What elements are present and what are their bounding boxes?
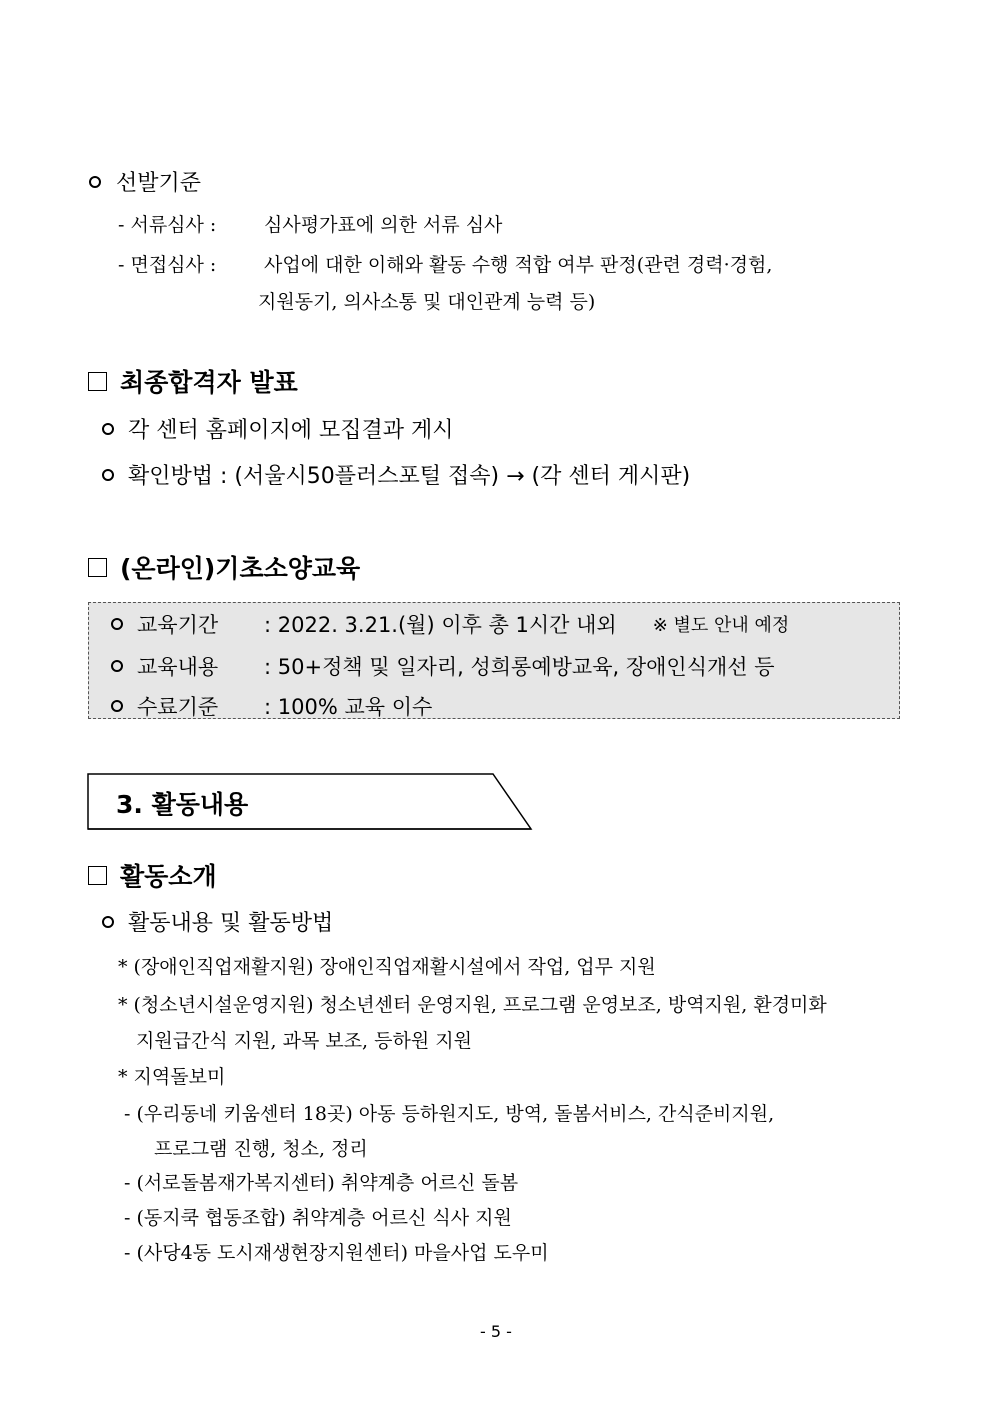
- education-row-note: ※ 별도 안내 예정: [652, 615, 790, 636]
- circle-bullet-icon: [111, 660, 123, 672]
- education-row-label: 교육기간: [137, 613, 219, 637]
- education-heading: (온라인)기초소양교육: [120, 554, 361, 583]
- education-row-value: : 50+정책 및 일자리, 성희롱예방교육, 장애인식개선 등: [264, 655, 775, 679]
- section-3-title: 3. 활동내용: [116, 790, 249, 819]
- criteria-label: - 면접심사 :: [118, 254, 217, 276]
- education-row-label: 교육내용: [137, 655, 219, 679]
- circle-bullet-icon: [102, 469, 114, 481]
- final-announcement-heading-row: [88, 363, 298, 399]
- criteria-heading: 선발기준: [116, 171, 202, 196]
- education-row-value: : 2022. 3.21.(월) 이후 총 1시간 내외: [264, 613, 617, 637]
- activity-line: * (청소년시설운영지원) 청소년센터 운영지원, 프로그램 운영보조, 방역지원, 환경미화: [118, 994, 827, 1016]
- circle-bullet-icon: [89, 176, 101, 188]
- activity-intro-heading: 활동소개: [120, 862, 217, 891]
- activity-line: - (우리동네 키움센터 18곳) 아동 등하원지도, 방역, 돌봄서비스, 간식준비지원,: [124, 1103, 775, 1125]
- circle-bullet-icon: [102, 916, 114, 928]
- activity-line: * 지역돌보미: [118, 1066, 226, 1088]
- section-3-banner: [87, 773, 533, 830]
- education-row: [111, 609, 789, 639]
- activity-subheading-row: [102, 906, 333, 937]
- activity-subheading: 활동내용 및 활동방법: [128, 911, 334, 936]
- checkbox-square-icon: [88, 558, 107, 577]
- education-row: [111, 651, 775, 681]
- education-heading-row: [88, 549, 360, 585]
- criteria-heading-row: [89, 166, 201, 197]
- activity-line: * (장애인직업재활지원) 장애인직업재활시설에서 작업, 업무 지원: [118, 956, 656, 978]
- page-number: - 5 -: [480, 1322, 512, 1341]
- education-row-value: : 100% 교육 이수: [264, 695, 433, 719]
- activity-line: 지원급간식 지원, 과목 보조, 등하원 지원: [136, 1030, 472, 1052]
- circle-bullet-icon: [111, 700, 123, 712]
- education-row: [111, 691, 432, 721]
- final-announcement-item: [102, 413, 454, 444]
- activity-line: - (서로돌봄재가복지센터) 취약계층 어르신 돌봄: [124, 1172, 519, 1194]
- checkbox-square-icon: [88, 372, 107, 391]
- checkbox-square-icon: [88, 866, 107, 885]
- final-announcement-text: 확인방법 : (서울시50플러스포털 접속) → (각 센터 게시판): [128, 464, 691, 489]
- criteria-item-document: [118, 210, 502, 237]
- criteria-item-interview-continuation: 지원동기, 의사소통 및 대인관계 능력 등): [258, 291, 596, 313]
- circle-bullet-icon: [111, 618, 123, 630]
- final-announcement-heading: 최종합격자 발표: [120, 368, 298, 397]
- education-row-label: 수료기준: [137, 695, 219, 719]
- activity-line: - (동지쿡 협동조합) 취약계층 어르신 식사 지원: [124, 1207, 512, 1229]
- criteria-item-interview: [118, 250, 772, 277]
- criteria-label: - 서류심사 :: [118, 214, 217, 236]
- activity-line: - (사당4동 도시재생현장지원센터) 마을사업 도우미: [124, 1242, 549, 1264]
- final-announcement-text: 각 센터 홈페이지에 모집결과 게시: [128, 418, 454, 443]
- final-announcement-item: [102, 459, 690, 490]
- activity-line: 프로그램 진행, 청소, 정리: [154, 1138, 368, 1160]
- criteria-text: 사업에 대한 이해와 활동 수행 적합 여부 판정(관련 경력·경험,: [264, 254, 773, 276]
- circle-bullet-icon: [102, 423, 114, 435]
- activity-intro-heading-row: [88, 857, 217, 893]
- criteria-text: 심사평가표에 의한 서류 심사: [264, 214, 503, 236]
- education-info-box: [88, 602, 900, 719]
